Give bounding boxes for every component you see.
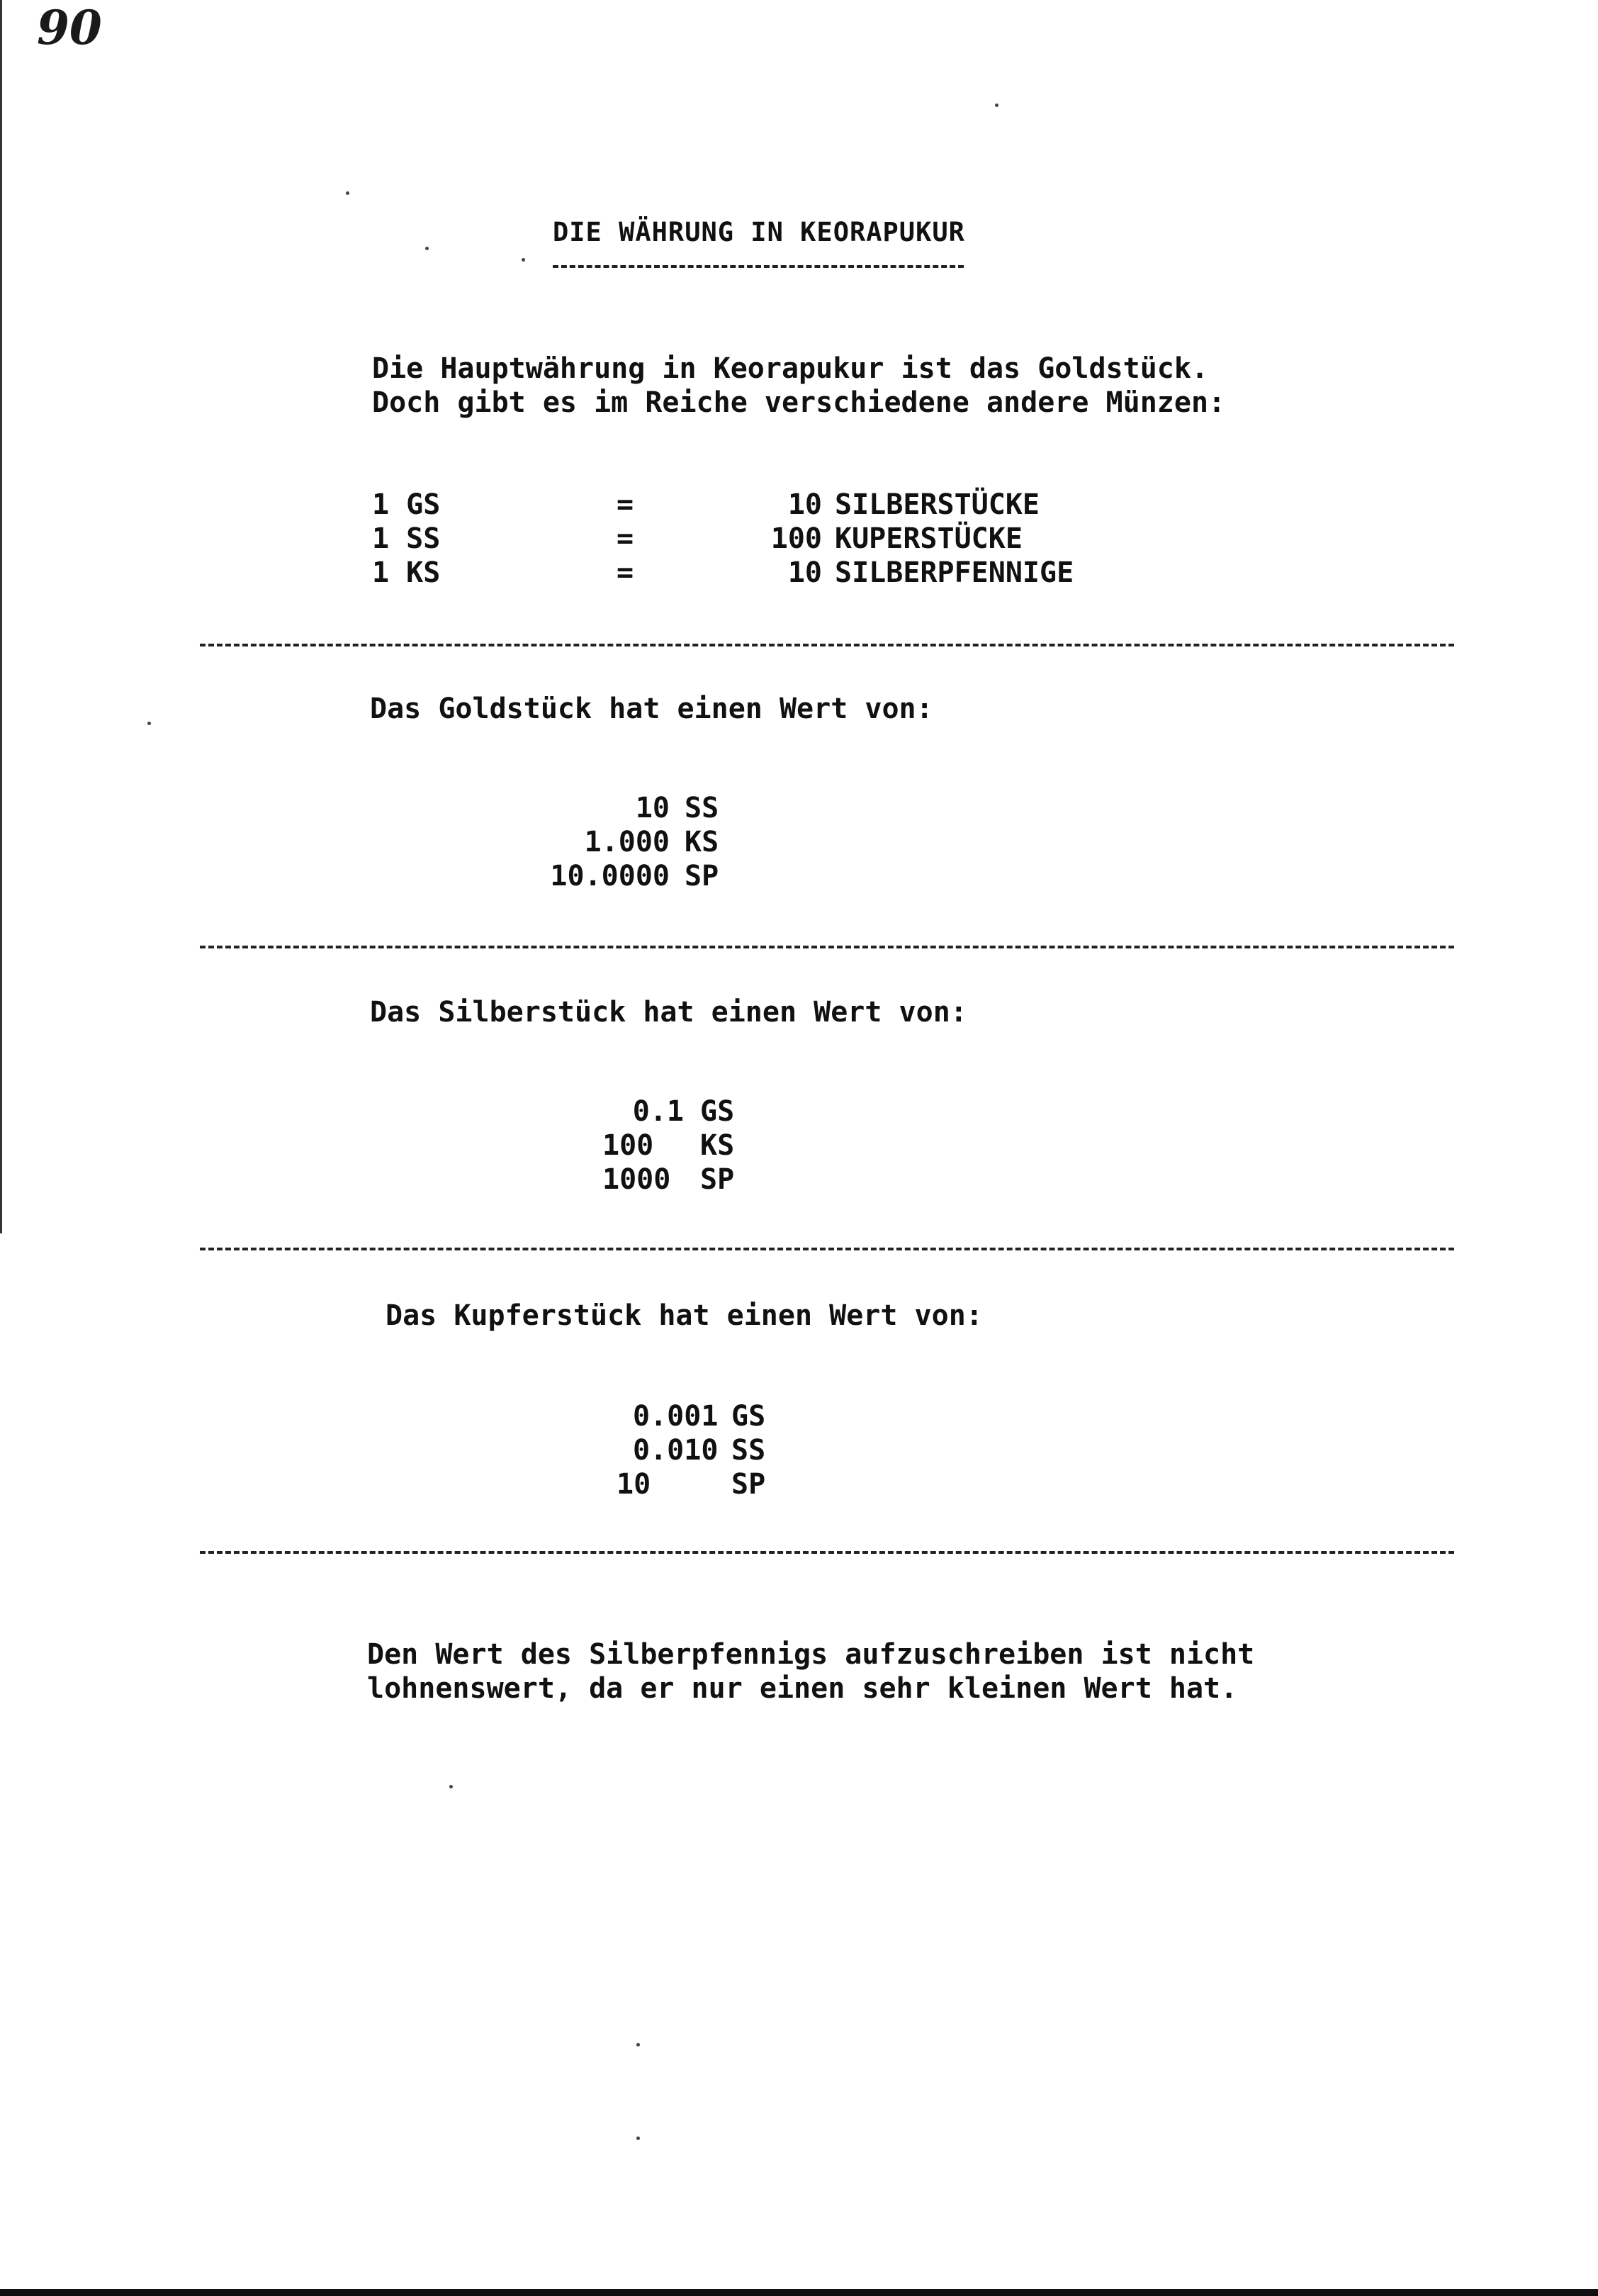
scan-speck <box>425 247 429 250</box>
value-row <box>0 1163 1598 1197</box>
conversion-from: 1 GS <box>372 488 441 521</box>
conversion-unit: KUPERSTÜCKE <box>835 522 1023 555</box>
table-row <box>0 556 1598 590</box>
value-unit: SP <box>731 1468 766 1501</box>
conversion-value: 10 <box>787 488 822 521</box>
value-amount: 0.1 <box>632 1095 684 1128</box>
value-row <box>0 1467 1598 1501</box>
value-amount: 10 <box>635 792 670 824</box>
section-divider <box>200 1551 1454 1554</box>
intro-line-2: Doch gibt es im Reiche verschiedene andere Münzen: <box>372 386 1226 419</box>
table-row <box>0 488 1598 522</box>
conversion-value: 100 <box>770 522 822 555</box>
conversion-unit: SILBERPFENNIGE <box>835 556 1074 589</box>
section-divider <box>200 946 1454 948</box>
conversion-unit: SILBERSTÜCKE <box>835 488 1040 521</box>
value-row <box>0 1094 1598 1129</box>
equals-sign: = <box>617 556 634 589</box>
equals-sign: = <box>617 488 634 521</box>
value-amount: 10 <box>617 1468 651 1501</box>
section-divider <box>200 1248 1454 1250</box>
value-amount: 0.001 <box>633 1400 719 1433</box>
value-unit: KS <box>685 826 719 858</box>
value-amount: 100 <box>602 1129 654 1162</box>
silver-heading: Das Silberstück hat einen Wert von: <box>370 996 967 1029</box>
value-unit: SS <box>685 792 719 824</box>
value-unit: GS <box>731 1400 766 1433</box>
value-row <box>0 1399 1598 1433</box>
value-amount: 10.0000 <box>550 860 670 892</box>
title-underline <box>553 265 964 268</box>
value-amount: 1.000 <box>584 826 670 858</box>
scan-edge-left <box>0 0 2 1233</box>
closing-line-2: lohnenswert, da er nur einen sehr kleinen Wert hat. <box>367 1672 1238 1705</box>
closing-line-1: Den Wert des Silberpfennigs aufzuschreiben ist nicht <box>367 1638 1255 1671</box>
conversion-value: 10 <box>787 556 822 589</box>
value-row <box>0 791 1598 825</box>
gold-heading: Das Goldstück hat einen Wert von: <box>370 693 933 725</box>
table-row <box>0 522 1598 556</box>
value-unit: SS <box>731 1434 766 1467</box>
scan-speck <box>522 258 525 262</box>
page-number: 90 <box>37 0 102 55</box>
value-unit: SP <box>685 860 719 892</box>
value-row <box>0 859 1598 893</box>
copper-heading: Das Kupferstück hat einen Wert von: <box>386 1299 983 1332</box>
section-divider <box>200 644 1454 646</box>
scan-speck <box>147 722 151 725</box>
scan-speck <box>636 2137 640 2140</box>
scan-edge-bottom <box>0 2289 1598 2296</box>
scan-speck <box>636 2043 640 2046</box>
scan-speck <box>995 103 998 107</box>
page-title: DIE WÄHRUNG IN KEORAPUKUR <box>553 217 965 247</box>
conversion-from: 1 SS <box>372 522 441 555</box>
intro-line-1: Die Hauptwährung in Keorapukur ist das Goldstück. <box>372 352 1209 385</box>
scan-speck <box>449 1785 453 1788</box>
value-row <box>0 1129 1598 1163</box>
value-unit: GS <box>700 1095 735 1128</box>
value-unit: KS <box>700 1129 735 1162</box>
equals-sign: = <box>617 522 634 555</box>
value-row <box>0 1433 1598 1467</box>
conversion-from: 1 KS <box>372 556 441 589</box>
value-amount: 0.010 <box>633 1434 719 1467</box>
value-amount: 1000 <box>602 1163 671 1196</box>
scan-speck <box>346 191 349 195</box>
value-row <box>0 825 1598 859</box>
value-unit: SP <box>700 1163 735 1196</box>
